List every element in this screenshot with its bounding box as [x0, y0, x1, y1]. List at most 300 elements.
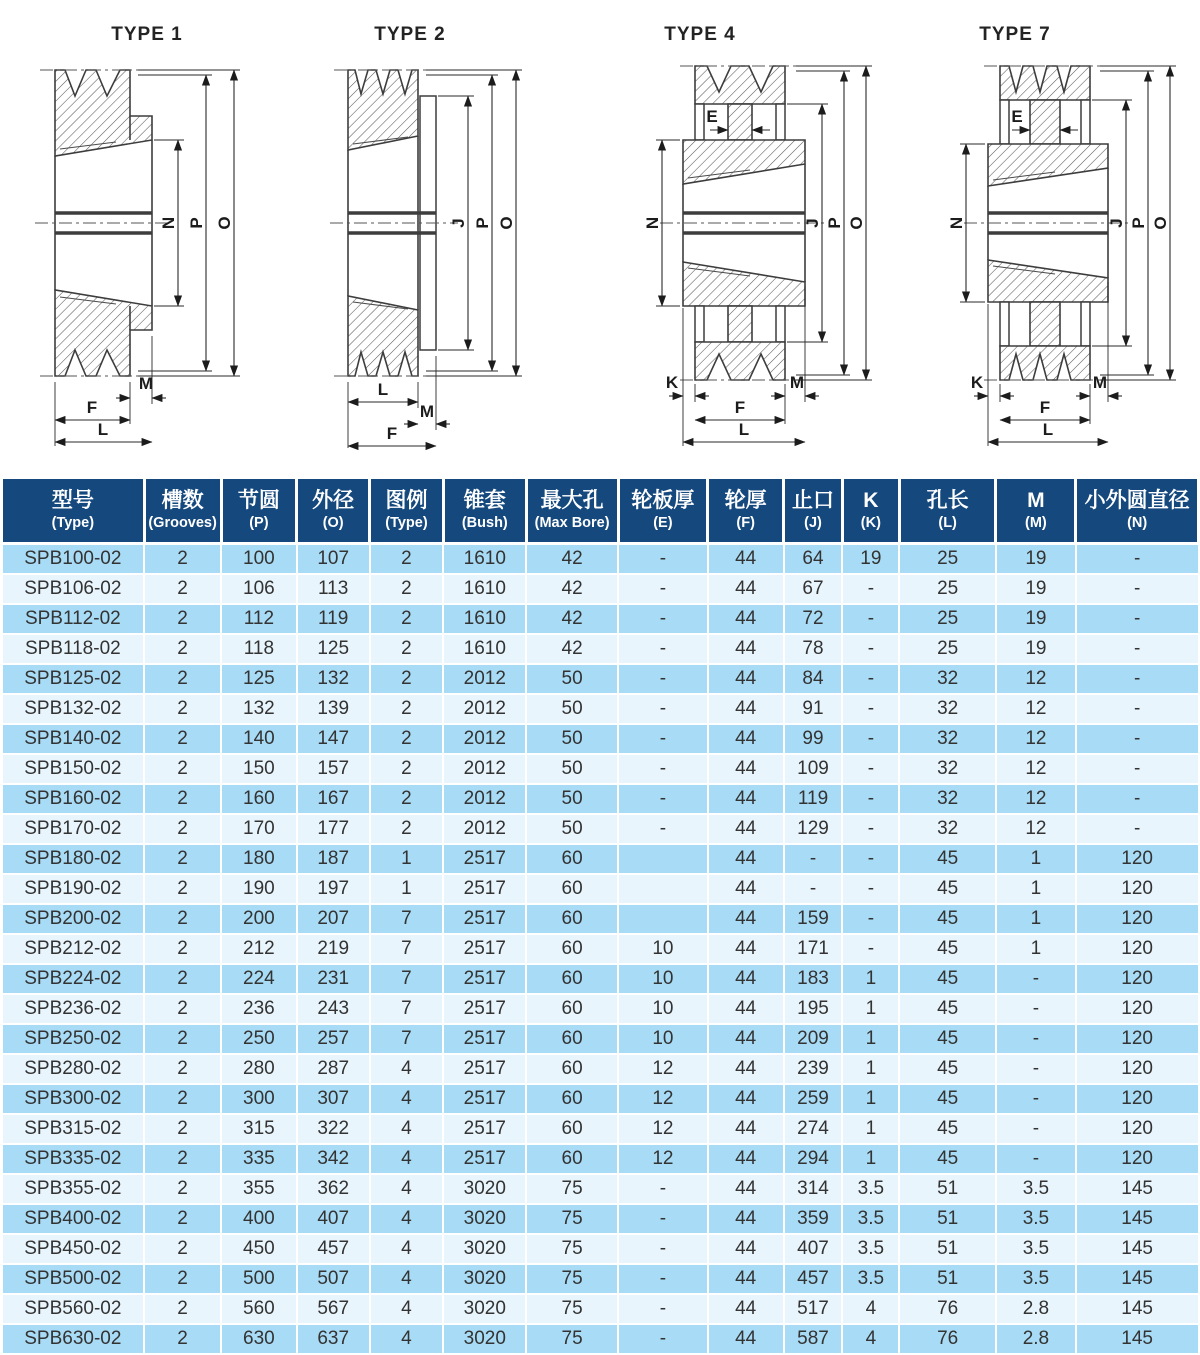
table-row-SPB118-02	[2, 634, 1199, 664]
table-cell: 2	[144, 784, 221, 814]
table-cell: 314	[784, 1174, 843, 1204]
table-cell: 1	[996, 874, 1076, 904]
table-cell: 45	[899, 904, 996, 934]
table-cell: -	[842, 904, 899, 934]
table-cell: 2	[144, 574, 221, 604]
table-row-SPB315-02	[2, 1114, 1199, 1144]
table-cell: -	[842, 934, 899, 964]
table-cell: -	[1076, 694, 1199, 724]
table-cell: 75	[526, 1294, 618, 1324]
table-cell: 44	[708, 1264, 784, 1294]
table-cell: 3.5	[996, 1234, 1076, 1264]
dim-label-l: L	[738, 420, 750, 439]
table-row-SPB212-02	[2, 934, 1199, 964]
table-cell: -	[618, 1264, 708, 1294]
table-cell: 120	[1076, 994, 1199, 1024]
table-cell: 3.5	[996, 1174, 1076, 1204]
table-cell: 342	[297, 1144, 370, 1174]
table-cell	[618, 844, 708, 874]
table-cell: 75	[526, 1324, 618, 1354]
table-cell: 44	[708, 754, 784, 784]
table-row-SPB200-02	[2, 904, 1199, 934]
table-cell: 67	[784, 574, 843, 604]
table-cell: 12	[996, 664, 1076, 694]
spec-table	[0, 476, 1200, 1355]
column-header-en: (M)	[1025, 515, 1047, 531]
table-cell: 4	[370, 1264, 444, 1294]
dim-label-o: O	[847, 216, 866, 230]
table-cell: 50	[526, 694, 618, 724]
table-cell: 450	[221, 1234, 297, 1264]
table-cell: 2	[144, 1144, 221, 1174]
table-cell: 145	[1076, 1324, 1199, 1354]
table-cell: 44	[708, 574, 784, 604]
column-header-en: (O)	[322, 515, 344, 531]
table-cell: 280	[221, 1054, 297, 1084]
table-cell: 75	[526, 1174, 618, 1204]
table-cell: 10	[618, 934, 708, 964]
table-cell: 243	[297, 994, 370, 1024]
table-cell: SPB212-02	[2, 934, 145, 964]
table-cell: 12	[618, 1084, 708, 1114]
table-cell: SPB125-02	[2, 664, 145, 694]
table-cell: 2.8	[996, 1324, 1076, 1354]
table-cell: 119	[784, 784, 843, 814]
dim-label-e: E	[1011, 107, 1023, 126]
table-cell: 209	[784, 1024, 843, 1054]
table-cell: 2	[144, 1054, 221, 1084]
table-cell: 1610	[443, 544, 526, 574]
table-cell: -	[618, 634, 708, 664]
table-cell: 44	[708, 1054, 784, 1084]
table-cell: 32	[899, 694, 996, 724]
table-cell: 2	[144, 544, 221, 574]
table-cell: 45	[899, 964, 996, 994]
dim-label-k: K	[665, 373, 679, 392]
table-cell: 44	[708, 844, 784, 874]
table-cell: 1	[842, 1144, 899, 1174]
table-cell: SPB335-02	[2, 1144, 145, 1174]
table-cell: 118	[221, 634, 297, 664]
table-cell: 60	[526, 904, 618, 934]
dim-label-o: O	[1151, 216, 1170, 230]
table-cell: 12	[618, 1054, 708, 1084]
table-cell: 10	[618, 964, 708, 994]
table-cell: -	[618, 664, 708, 694]
table-cell: 2	[144, 874, 221, 904]
dim-label-m: M	[419, 402, 435, 421]
table-cell: 45	[899, 994, 996, 1024]
table-cell: 60	[526, 874, 618, 904]
table-cell: 407	[297, 1204, 370, 1234]
table-cell: -	[618, 574, 708, 604]
table-cell: 2012	[443, 814, 526, 844]
table-cell: 1	[996, 904, 1076, 934]
column-header-en: (F)	[736, 515, 755, 531]
table-cell: SPB300-02	[2, 1084, 145, 1114]
table-cell: 129	[784, 814, 843, 844]
table-cell: 19	[842, 544, 899, 574]
table-cell: -	[618, 1324, 708, 1354]
table-cell: 637	[297, 1324, 370, 1354]
table-cell: 120	[1076, 874, 1199, 904]
table-cell: 307	[297, 1084, 370, 1114]
table-cell: 100	[221, 544, 297, 574]
table-row-SPB224-02	[2, 964, 1199, 994]
table-cell: 2	[370, 634, 444, 664]
table-cell: 4	[370, 1114, 444, 1144]
table-cell: -	[842, 784, 899, 814]
column-header-12	[899, 478, 996, 544]
table-cell: 12	[996, 754, 1076, 784]
table-cell: 2.8	[996, 1294, 1076, 1324]
table-cell: 44	[708, 724, 784, 754]
table-cell: 1	[842, 1114, 899, 1144]
table-cell: 2	[144, 904, 221, 934]
dim-label-j: J	[1107, 218, 1126, 228]
table-cell: SPB224-02	[2, 964, 145, 994]
table-cell: 180	[221, 844, 297, 874]
type-2-drawing	[300, 8, 600, 468]
dim-label-l: L	[1042, 420, 1054, 439]
table-row-SPB100-02	[2, 544, 1199, 574]
table-cell: 19	[996, 634, 1076, 664]
column-header-zh: 图例	[385, 489, 428, 512]
type-1-drawing	[0, 8, 300, 468]
table-cell: 2	[144, 724, 221, 754]
table-row-SPB450-02	[2, 1234, 1199, 1264]
table-cell: 120	[1076, 1054, 1199, 1084]
table-cell: 120	[1076, 1144, 1199, 1174]
table-cell: 32	[899, 814, 996, 844]
table-cell: 2	[370, 784, 444, 814]
table-cell: 2517	[443, 1114, 526, 1144]
table-cell: 44	[708, 1114, 784, 1144]
table-cell: 44	[708, 1144, 784, 1174]
table-cell: SPB132-02	[2, 694, 145, 724]
table-cell: 140	[221, 724, 297, 754]
table-cell: 60	[526, 964, 618, 994]
table-cell: 3.5	[842, 1264, 899, 1294]
table-cell: -	[1076, 814, 1199, 844]
table-cell: -	[618, 544, 708, 574]
table-cell: 145	[1076, 1234, 1199, 1264]
table-cell: 19	[996, 574, 1076, 604]
table-cell: 139	[297, 694, 370, 724]
table-cell: -	[842, 694, 899, 724]
table-cell: 106	[221, 574, 297, 604]
table-cell: SPB118-02	[2, 634, 145, 664]
table-cell: -	[1076, 754, 1199, 784]
table-cell: -	[842, 754, 899, 784]
table-cell: 75	[526, 1234, 618, 1264]
table-cell: 3020	[443, 1234, 526, 1264]
table-cell: 51	[899, 1234, 996, 1264]
table-cell: -	[1076, 544, 1199, 574]
dim-label-f: F	[86, 398, 98, 417]
table-cell: -	[996, 1024, 1076, 1054]
table-cell: -	[1076, 784, 1199, 814]
table-cell: 32	[899, 784, 996, 814]
column-header-en: (Bush)	[461, 515, 508, 531]
table-cell: 2	[144, 1024, 221, 1054]
table-row-SPB355-02	[2, 1174, 1199, 1204]
table-cell: 145	[1076, 1294, 1199, 1324]
table-cell: 145	[1076, 1174, 1199, 1204]
column-header-zh: K	[863, 489, 879, 512]
table-cell: 3.5	[842, 1204, 899, 1234]
table-cell: 257	[297, 1024, 370, 1054]
table-cell: 507	[297, 1264, 370, 1294]
table-cell: 2517	[443, 934, 526, 964]
table-cell: 132	[221, 694, 297, 724]
column-header-zh: 槽数	[161, 489, 204, 512]
table-cell: -	[1076, 664, 1199, 694]
table-cell: 2012	[443, 694, 526, 724]
pulley-cross-section	[35, 70, 172, 376]
table-cell: 407	[784, 1234, 843, 1264]
table-cell: -	[618, 604, 708, 634]
dim-label-l: L	[97, 420, 109, 439]
table-cell: 183	[784, 964, 843, 994]
table-cell: -	[842, 874, 899, 904]
table-cell: 19	[996, 544, 1076, 574]
table-cell: 2	[144, 1234, 221, 1264]
table-cell: 120	[1076, 934, 1199, 964]
column-header-1	[2, 478, 145, 544]
table-cell: -	[842, 574, 899, 604]
table-cell: 2	[144, 814, 221, 844]
table-cell: 44	[708, 1234, 784, 1264]
table-cell: 1	[996, 934, 1076, 964]
table-cell: 44	[708, 604, 784, 634]
table-cell: 287	[297, 1054, 370, 1084]
table-cell: 2517	[443, 1144, 526, 1174]
dim-label-k: K	[970, 373, 984, 392]
table-cell: 76	[899, 1324, 996, 1354]
table-cell: 2	[144, 1174, 221, 1204]
table-cell: -	[618, 1204, 708, 1234]
table-cell: 44	[708, 994, 784, 1024]
table-cell: 12	[996, 724, 1076, 754]
table-cell: SPB100-02	[2, 544, 145, 574]
type-7-drawing	[900, 8, 1200, 468]
table-cell: SPB630-02	[2, 1324, 145, 1354]
table-cell: 45	[899, 844, 996, 874]
table-row-SPB280-02	[2, 1054, 1199, 1084]
table-cell: 359	[784, 1204, 843, 1234]
table-cell: 120	[1076, 964, 1199, 994]
table-cell: 1	[842, 1054, 899, 1084]
table-cell: 60	[526, 994, 618, 1024]
table-cell: 45	[899, 1024, 996, 1054]
table-cell: 44	[708, 694, 784, 724]
table-cell: 1	[842, 994, 899, 1024]
table-cell: SPB236-02	[2, 994, 145, 1024]
table-cell: -	[1076, 724, 1199, 754]
table-cell: 145	[1076, 1264, 1199, 1294]
table-row-SPB132-02	[2, 694, 1199, 724]
table-cell: 2	[144, 1294, 221, 1324]
dim-label-n: N	[643, 216, 662, 230]
table-cell: 2517	[443, 874, 526, 904]
table-cell: 187	[297, 844, 370, 874]
dim-label-m: M	[789, 373, 805, 392]
table-cell: -	[618, 754, 708, 784]
table-cell: -	[1076, 574, 1199, 604]
dim-label-p: P	[1129, 217, 1148, 229]
table-cell: 60	[526, 1024, 618, 1054]
table-cell: 560	[221, 1294, 297, 1324]
table-cell: 44	[708, 634, 784, 664]
table-cell: 120	[1076, 1114, 1199, 1144]
table-cell: -	[618, 1234, 708, 1264]
table-cell: SPB106-02	[2, 574, 145, 604]
table-cell: SPB200-02	[2, 904, 145, 934]
table-cell: 50	[526, 784, 618, 814]
dim-label-j: J	[803, 218, 822, 228]
table-cell: -	[1076, 604, 1199, 634]
table-cell: 51	[899, 1264, 996, 1294]
table-cell: 170	[221, 814, 297, 844]
table-cell: 2	[370, 724, 444, 754]
table-row-SPB500-02	[2, 1264, 1199, 1294]
table-cell: 91	[784, 694, 843, 724]
column-header-en: (Max Bore)	[534, 515, 610, 531]
column-header-en: (L)	[938, 515, 957, 531]
table-cell: 7	[370, 934, 444, 964]
table-row-SPB250-02	[2, 1024, 1199, 1054]
table-cell: SPB180-02	[2, 844, 145, 874]
table-cell: 12	[618, 1114, 708, 1144]
table-cell: 7	[370, 964, 444, 994]
table-cell: 400	[221, 1204, 297, 1234]
table-cell: SPB140-02	[2, 724, 145, 754]
table-cell: 45	[899, 1114, 996, 1144]
table-cell: 2	[370, 574, 444, 604]
table-row-SPB125-02	[2, 664, 1199, 694]
column-header-en: (E)	[653, 515, 673, 531]
table-cell: 45	[899, 934, 996, 964]
pulley-cross-section	[660, 66, 826, 380]
table-cell: 4	[370, 1144, 444, 1174]
table-cell: SPB560-02	[2, 1294, 145, 1324]
table-cell: 4	[370, 1204, 444, 1234]
table-cell: -	[618, 814, 708, 844]
table-cell: 50	[526, 664, 618, 694]
table-cell: 274	[784, 1114, 843, 1144]
table-cell: 125	[297, 634, 370, 664]
table-cell: 2	[144, 1324, 221, 1354]
table-cell: 2	[144, 1204, 221, 1234]
column-header-zh: 轮厚	[724, 489, 767, 512]
table-cell: 60	[526, 1054, 618, 1084]
table-row-SPB180-02	[2, 844, 1199, 874]
table-cell: 45	[899, 1054, 996, 1084]
table-cell: 2	[144, 634, 221, 664]
table-cell: -	[618, 724, 708, 754]
table-cell: 99	[784, 724, 843, 754]
table-cell: 2517	[443, 904, 526, 934]
table-cell: 120	[1076, 844, 1199, 874]
table-cell: -	[618, 1174, 708, 1204]
table-cell: 587	[784, 1324, 843, 1354]
table-cell: 1	[370, 844, 444, 874]
dim-label-f: F	[386, 424, 398, 443]
column-header-zh: 小外圆直径	[1084, 489, 1190, 512]
table-cell: 167	[297, 784, 370, 814]
table-cell: 3.5	[996, 1264, 1076, 1294]
header-row	[2, 478, 1199, 544]
table-cell: 45	[899, 1084, 996, 1114]
table-cell: SPB250-02	[2, 1024, 145, 1054]
column-header-zh: 轮板厚	[631, 489, 695, 512]
diagram-title: TYPE 2	[374, 24, 446, 45]
diagram-title: TYPE 4	[664, 24, 736, 45]
table-cell: 2012	[443, 724, 526, 754]
table-cell	[618, 904, 708, 934]
column-header-en: (Type)	[385, 515, 428, 531]
table-cell: SPB280-02	[2, 1054, 145, 1084]
column-header-en: (N)	[1127, 515, 1148, 531]
table-cell: 3020	[443, 1264, 526, 1294]
table-cell: 64	[784, 544, 843, 574]
dim-label-m: M	[1092, 373, 1108, 392]
table-row-SPB400-02	[2, 1204, 1199, 1234]
table-cell: 239	[784, 1054, 843, 1084]
table-cell: 159	[784, 904, 843, 934]
spec-table-header	[2, 478, 1199, 544]
table-cell: 2	[144, 664, 221, 694]
table-cell: 2517	[443, 964, 526, 994]
diagram-type-4	[600, 0, 900, 476]
column-header-10	[784, 478, 843, 544]
table-cell: SPB400-02	[2, 1204, 145, 1234]
table-cell: 2	[144, 1264, 221, 1294]
table-cell: 25	[899, 634, 996, 664]
table-cell: -	[842, 604, 899, 634]
table-row-SPB160-02	[2, 784, 1199, 814]
table-cell: 2517	[443, 1024, 526, 1054]
table-cell: 3020	[443, 1294, 526, 1324]
dim-label-m: M	[138, 374, 154, 393]
table-cell: 3.5	[996, 1204, 1076, 1234]
column-header-zh: M	[1027, 489, 1045, 512]
table-cell: 45	[899, 1144, 996, 1174]
table-cell: 12	[996, 784, 1076, 814]
column-header-zh: 孔长	[926, 489, 969, 512]
table-cell: 42	[526, 544, 618, 574]
table-row-SPB140-02	[2, 724, 1199, 754]
table-cell: 160	[221, 784, 297, 814]
table-cell: 42	[526, 574, 618, 604]
table-cell: -	[618, 694, 708, 724]
table-cell: 2	[370, 694, 444, 724]
table-cell: -	[842, 814, 899, 844]
table-cell: 2012	[443, 754, 526, 784]
table-cell: 2	[370, 544, 444, 574]
column-header-zh: 外径	[312, 489, 355, 512]
table-cell: SPB112-02	[2, 604, 145, 634]
table-cell: 120	[1076, 904, 1199, 934]
diagram-title: TYPE 1	[111, 24, 183, 45]
table-cell: 2012	[443, 784, 526, 814]
diagram-title: TYPE 7	[979, 24, 1051, 45]
table-cell: 157	[297, 754, 370, 784]
diagram-type-2	[300, 0, 600, 476]
column-header-3	[221, 478, 297, 544]
table-cell: -	[842, 724, 899, 754]
